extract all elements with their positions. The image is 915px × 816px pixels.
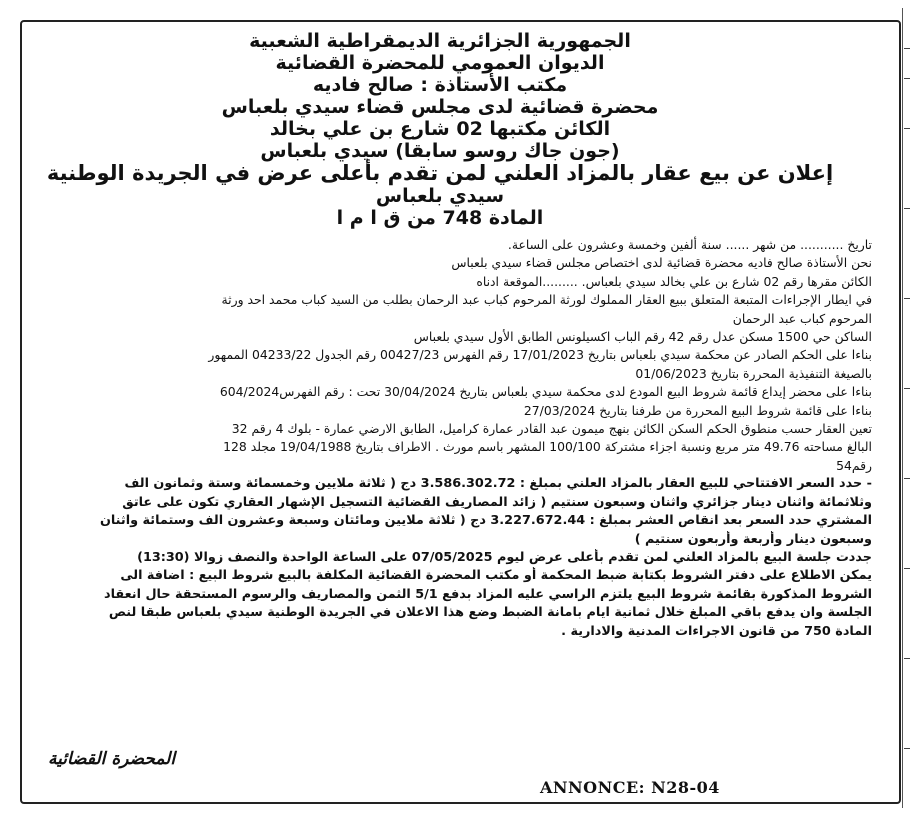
body-paragraph: الساكن حي 1500 مسكن عدل رقم 42 رقم الباب اكسيلونس الطابق الأول سيدي بلعباس <box>413 329 872 345</box>
side-scale-marks <box>902 8 913 808</box>
announcement-header <box>40 30 840 229</box>
body-paragraph: الكائن مقرها رقم 02 شارع بن علي بخالد سيدي بلعباس. .........الموقعة ادناه <box>476 273 872 289</box>
body-price-line: وثلاثمائة واثنان دينار جزائري واثنان وسبعون سنتيم ( زائد المصاريف القضائية التسجيل الإشهار العقاري تكون على عاتق <box>122 494 872 510</box>
announcement-number: ANNONCE: N28-04 <box>540 778 720 797</box>
body-conditions-line: يمكن الاطلاع على دفتر الشروط بكتابة ضبط المحكمة أو مكتب المحضرة القضائية المكلفة بالبيع شروط البيع : اضافة الى <box>120 568 872 584</box>
body-date-line: تاريخ ........... من شهر ...... سنة ألفين وخمسة وعشرون على الساعة. <box>507 237 872 252</box>
announcement-body <box>30 236 872 641</box>
body-paragraph: تعين العقار حسب منطوق الحكم السكن الكائن بنهج ميمون عبد القادر عمارة كراميل، الطابق الارضي عمارة - بلوك 4 رقم 32 <box>231 421 872 437</box>
body-conditions-line: الشروط المذكورة بقائمة شروط البيع يلتزم الراسي عليه المزاد بدفع 5/1 الثمن والمصاريف والرسوم المستحقة حال انعقاد <box>104 586 872 602</box>
body-paragraph: بناءا على قائمة شروط البيع المحررة من طرفنا بتاريخ 27/03/2024 <box>523 402 872 418</box>
announcement-title: إعلان عن بيع عقار بالمزاد العلني لمن تقدم بأعلى عرض في الجريدة الوطنية <box>46 161 834 185</box>
announcement-article: المادة 748 من ق ا م ا <box>336 207 544 229</box>
body-price-line: المشتري حدد السعر بعد انقاص العشر بمبلغ : 3.227.672.44 دج ( ثلاثة ملايين ومائتان وسبعة وعشرون الف وستمائة واثنان <box>99 513 872 529</box>
body-paragraph: بالصيغة التنفيذية المحررة بتاريخ 01/06/2023 <box>635 365 872 381</box>
body-paragraph: في ايطار الإجراءات المتبعة المتعلق ببيع العقار المملوك لورثة المرحوم كباب عبد الرحمان بطلب من السيد كباب محمد احد ورثة <box>221 292 872 308</box>
body-paragraph: البالغ مساحته 49.76 متر مربع ونسبة اجزاء مشتركة 100/100 المشهر باسم مورث . الاطراف بتاريخ 19/04/1988 مجلد 128 <box>223 439 872 455</box>
body-paragraph: نحن الأستاذة صالح فاديه محضرة قضائية لدى اختصاص مجلس قضاء سيدي بلعباس <box>451 255 872 271</box>
announcement-city: سيدي بلعباس <box>375 185 505 207</box>
header-bureau: مكتب الأستاذة : صالح فاديه <box>312 74 568 96</box>
body-conditions-line: الجلسة وان يدفع باقي المبلغ خلال ثمانية ايام بامانة الضبط وضع هذا الاعلان في الجريدة الوطنية سيدي بلعباس طبقا لنص <box>108 605 872 621</box>
header-bailiff: محضرة قضائية لدى مجلس قضاء سيدي بلعباس <box>221 96 659 118</box>
header-republic: الجمهورية الجزائرية الديمقراطية الشعبية <box>249 30 631 52</box>
body-price-line: وسبعون دينار وأربعة وأربعون سنتيم ) <box>634 531 872 547</box>
header-office: الديوان العمومي للمحضرة القضائية <box>275 52 605 74</box>
body-conditions-line: المادة 750 من قانون الاجراءات المدنية والادارية . <box>561 623 872 639</box>
body-paragraph: رقم54 <box>836 457 872 473</box>
body-session-line: جددت جلسة البيع بالمزاد العلني لمن تقدم بأعلى عرض ليوم 07/05/2025 على الساعة الواحدة والنصف زوالا (13:30) <box>137 549 872 565</box>
header-address: الكائن مكتبها 02 شارع بن علي بخالد <box>269 118 611 140</box>
body-paragraph: بناءا على الحكم الصادر عن محكمة سيدي بلعباس بتاريخ 17/01/2023 رقم الفهرس 00427/23 رقم الجدول 04233/22 الممهور <box>208 347 872 363</box>
body-paragraph: المرحوم كباب عبد الرحمان <box>732 310 872 326</box>
bailiff-signature: المحضرة القضائية <box>48 749 176 769</box>
body-paragraph: بناءا على محضر إيداع قائمة شروط البيع المودع لدى محكمة سيدي بلعباس بتاريخ 30/04/2024 تحت : رقم الفهرس604/2024 <box>219 384 872 400</box>
body-price-line: - حدد السعر الافتتاحي للبيع العقار بالمزاد العلني بمبلغ : 3.586.302.72 دج ( ثلاثة ملايين وخمسمائة وستة وثمانون الف <box>124 476 872 492</box>
header-address-former: (جون جاك روسو سابقا) سيدي بلعباس <box>260 140 620 162</box>
